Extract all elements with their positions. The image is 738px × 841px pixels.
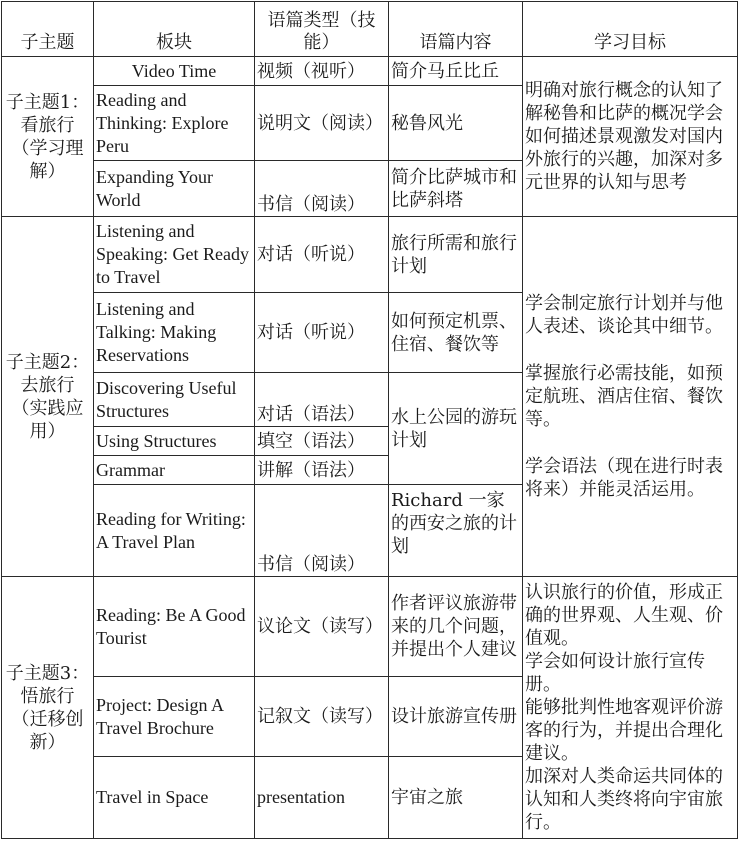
header-row: [2, 2, 738, 57]
section-cell: Project: Design A Travel Brochure: [94, 677, 255, 757]
text-type-cell: 记叙文（读写）: [255, 677, 389, 757]
goal-text: 学会语法（现在进行时表将来）并能灵活运用。: [525, 456, 723, 500]
content-cell: 作者评议旅游带来的几个问题，并提出个人建议: [389, 577, 523, 677]
text-type-cell: 对话（听说）: [255, 293, 389, 373]
goal-text: 掌握旅行必需技能，如预定航班、酒店住宿、餐饮等。: [525, 363, 723, 430]
section-cell: Using Structures: [94, 427, 255, 456]
goal-cell-1: [523, 57, 738, 217]
section-cell: Listening and Talking: Making Reservations: [94, 293, 255, 373]
goal-cell-2: [523, 217, 738, 577]
header-subtopic: 子主题: [2, 2, 94, 57]
text-type-cell: 讲解（语法）: [255, 456, 389, 485]
content-cell: 宇宙之旅: [389, 757, 523, 839]
section-cell: Travel in Space: [94, 757, 255, 839]
header-section: 板块: [94, 2, 255, 57]
goal-text: 学会如何设计旅行宣传册。: [525, 651, 705, 695]
goal-text: 能够批判性地客观评价游客的行为，并提出合理化建议。: [525, 697, 723, 764]
curriculum-table: [1, 1, 738, 839]
goal-text: 明确对旅行概念的认知了解秘鲁和比萨的概况学会如何描述景观激发对国内外旅行的兴趣，加深对多元世界的认知与思考: [525, 80, 723, 193]
goal-text: 加深对人类命运共同体的认知和人类终将向宇宙旅行。: [525, 766, 723, 833]
text-type-cell: 说明文（阅读）: [255, 86, 389, 161]
section-cell: Discovering Useful Structures: [94, 373, 255, 427]
section-cell: Reading and Thinking: Explore Peru: [94, 86, 255, 161]
table-row: [2, 577, 738, 677]
text-type-cell: 视频（视听）: [255, 57, 389, 86]
text-type-cell: 书信（阅读）: [255, 485, 389, 577]
content-cell: Richard 一家的西安之旅的计划: [389, 485, 523, 577]
table-row: [2, 57, 738, 86]
section-cell: Video Time: [94, 57, 255, 86]
content-cell: 简介比萨城市和比萨斜塔: [389, 161, 523, 217]
text-type-cell: 对话（语法）: [255, 373, 389, 427]
content-cell: 水上公园的游玩计划: [389, 373, 523, 485]
text-type-cell: 填空（语法）: [255, 427, 389, 456]
content-cell: 简介马丘比丘: [389, 57, 523, 86]
content-cell: 如何预定机票、住宿、餐饮等: [389, 293, 523, 373]
subtopic-3: 子主题3：悟旅行（迁移创新）: [2, 577, 94, 839]
section-cell: Reading for Writing: A Travel Plan: [94, 485, 255, 577]
header-text-type: 语篇类型（技能）: [255, 2, 389, 57]
section-cell: Grammar: [94, 456, 255, 485]
goal-text: 学会制定旅行计划并与他人表述、谈论其中细节。: [525, 293, 723, 337]
table-row: [2, 217, 738, 293]
goal-text: 认识旅行的价值，形成正确的世界观、人生观、价值观。: [525, 582, 723, 649]
content-cell: 旅行所需和旅行计划: [389, 217, 523, 293]
goal-cell-3: [523, 577, 738, 839]
subtopic-2: 子主题2：去旅行（实践应用）: [2, 217, 94, 577]
text-type-cell: 书信（阅读）: [255, 161, 389, 217]
section-cell: Listening and Speaking: Get Ready to Travel: [94, 217, 255, 293]
section-cell: Reading: Be A Good Tourist: [94, 577, 255, 677]
header-content: 语篇内容: [389, 2, 523, 57]
text-type-cell: presentation: [255, 757, 389, 839]
content-cell: 秘鲁风光: [389, 86, 523, 161]
section-cell: Expanding Your World: [94, 161, 255, 217]
header-goal: 学习目标: [523, 2, 738, 57]
content-cell: 设计旅游宣传册: [389, 677, 523, 757]
text-type-cell: 议论文（读写）: [255, 577, 389, 677]
text-type-cell: 对话（听说）: [255, 217, 389, 293]
subtopic-1: 子主题1：看旅行（学习理解）: [2, 57, 94, 217]
